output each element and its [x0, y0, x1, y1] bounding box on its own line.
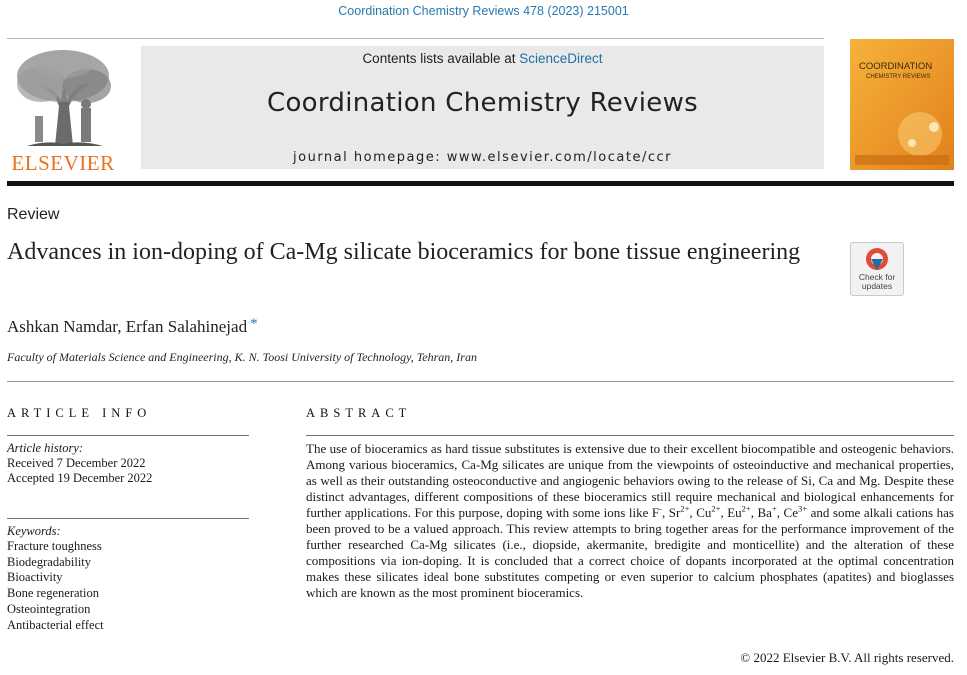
author-affiliation: Faculty of Materials Science and Engineering, K. N. Toosi University of Technology, Tehran, Iran	[7, 350, 477, 364]
received-date: Received 7 December 2022	[7, 456, 146, 470]
keyword-item: Bone regeneration	[7, 586, 99, 601]
cover-title-line1: COORDINATION	[859, 61, 933, 72]
ion-charge: +	[771, 503, 777, 514]
article-title: Advances in ion-doping of Ca-Mg silicate bioceramics for bone tissue engineering	[7, 239, 801, 265]
keyword-item: Bioactivity	[7, 570, 63, 585]
check-updates-icon	[851, 243, 903, 273]
elsevier-wordmark: ELSEVIER	[11, 151, 115, 175]
abstract-divider	[306, 435, 954, 436]
ion-charge: 2+	[680, 503, 690, 514]
keywords-divider	[7, 518, 249, 519]
keyword-item: Fracture toughness	[7, 539, 102, 553]
ion-separator: , Ce	[776, 505, 798, 521]
keyword-item: Biodegradability	[7, 554, 92, 569]
journal-homepage-link[interactable]: journal homepage: www.elsevier.com/locate/ccr	[293, 150, 672, 165]
ion-separator: , Sr	[662, 505, 681, 521]
keyword-item: Osteointegration	[7, 601, 91, 616]
journal-citation-link[interactable]: Coordination Chemistry Reviews 478 (2023) 215001	[338, 4, 629, 18]
keyword-item: Antibacterial effect	[7, 617, 104, 632]
copyright-notice: © 2022 Elsevier B.V. All rights reserved.	[740, 650, 954, 665]
header-bottom-rule	[7, 181, 954, 186]
header-top-divider	[7, 38, 824, 39]
article-info-heading: ARTICLE INFO	[7, 406, 152, 420]
ion-separator: , Eu	[720, 505, 742, 521]
keywords-label: Keywords:	[7, 524, 61, 538]
abstract-text-part2: and some alkali cations has been proved to be a valued approach. This review attempts to bring together areas for the performance improvement of the further researched Ca-Mg silicates (i.e., diopside, akermanite, bredigite and monticellite) and the alteration of these compositions via ion-doping. It is concluded that a correct choice of dopants incorporated at the optimal concentration makes these silicates ideal bone substitutes competing or even superior to calcium phosphates (apatites) and bioglasses which are known as the most prominent bioceramics.	[306, 505, 954, 601]
corresponding-author-link[interactable]: *	[250, 316, 258, 332]
contents-prefix: Contents lists available at	[362, 51, 520, 66]
contents-availability-line	[141, 51, 824, 66]
check-updates-line2: updates	[861, 281, 893, 291]
check-updates-line1: Check for	[858, 272, 896, 282]
abstract-text-part1: The use of bioceramics as hard tissue substitutes is extensive due to their excellent biocompatible and osteogenic behaviors. Among various bioceramics, Ca-Mg silicates are unique from the viewpoints of osteoinductive and mechanical properties, as well as their outstanding osteoconductive and angiogenic behaviors owing to the release of Si, Ca and Mg. Despite these distinct advantages, different compositions of these bioceramics still require mechanical and biological enhancements for further applications. For this purpose, doping with some ions like F	[306, 441, 954, 521]
article-history-label: Article history:	[7, 441, 84, 455]
author-names: Ashkan Namdar, Erfan Salahinejad	[7, 317, 248, 336]
sciencedirect-link[interactable]: ScienceDirect	[519, 51, 603, 66]
journal-cover-image[interactable]	[850, 39, 954, 170]
ion-charge: -	[659, 503, 663, 514]
ion-separator: , Ba	[750, 505, 772, 521]
author-list	[7, 316, 258, 337]
ion-charge: 2+	[741, 503, 751, 514]
keywords-list	[7, 539, 104, 633]
ion-separator: , Cu	[689, 505, 712, 521]
section-divider	[7, 381, 954, 382]
ion-charge: 3+	[797, 503, 808, 514]
abstract-body	[306, 441, 954, 601]
accepted-date: Accepted 19 December 2022	[7, 471, 153, 485]
ion-charge: 2+	[711, 503, 721, 514]
article-type: Review	[7, 206, 60, 223]
article-info-divider	[7, 435, 249, 436]
check-updates-label	[850, 273, 904, 291]
journal-title: Coordination Chemistry Reviews	[267, 88, 698, 118]
cover-title-line2: CHEMISTRY REVIEWS	[866, 74, 931, 80]
abstract-heading: ABSTRACT	[306, 406, 412, 420]
